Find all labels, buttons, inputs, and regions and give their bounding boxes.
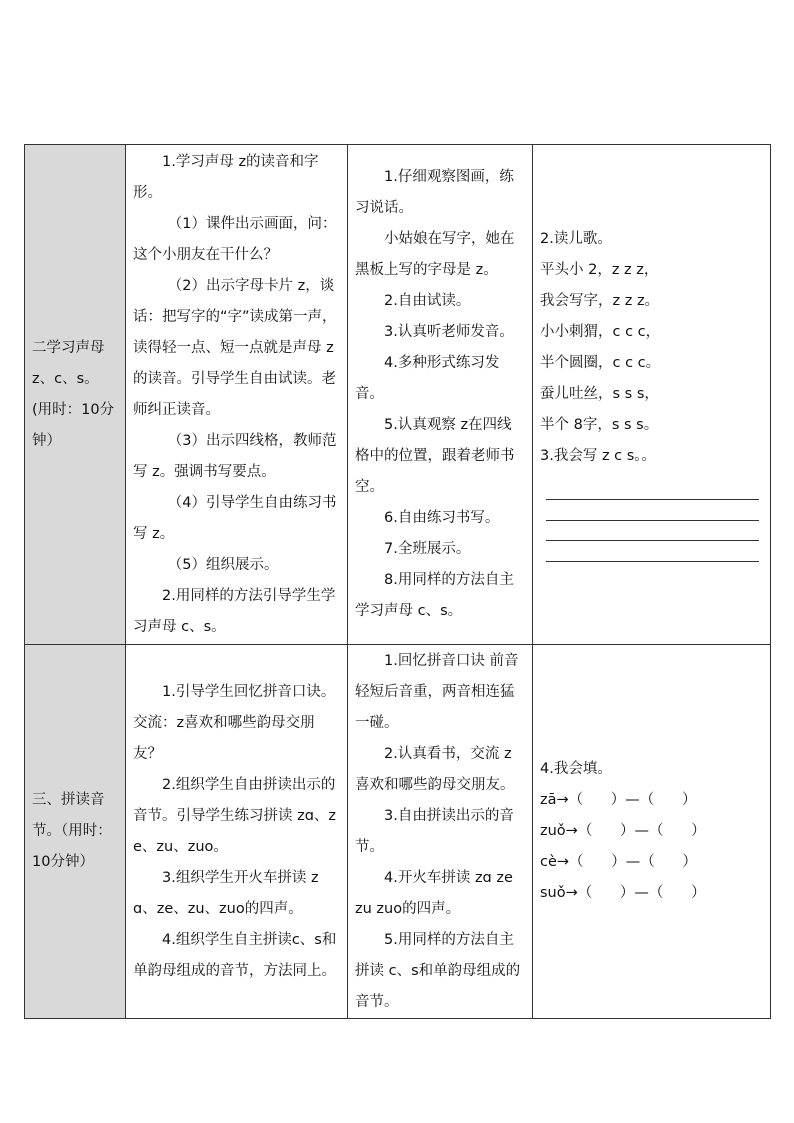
- teacher-step: 2.用同样的方法引导学生学习声母 c、s。: [133, 587, 336, 635]
- teacher-step: 1.学习声母 z的读音和字形。: [133, 153, 319, 201]
- teacher-step: （1）课件出示画面，问：这个小朋友在干什么？: [133, 215, 337, 263]
- student-step: 5.认真观察 z在四线格中的位置，跟着老师书空。: [355, 417, 515, 495]
- student-step: 3.认真听老师发音。: [384, 324, 514, 340]
- fill-blank-row: zā→（ ）—（ ）: [540, 792, 697, 808]
- teacher-step: 4.组织学生自主拼读c、s和单韵母组成的音节，方法同上。: [133, 931, 337, 979]
- teacher-step: （5）组织展示。: [167, 556, 279, 573]
- writing-line: [546, 500, 759, 521]
- writing-line: [546, 541, 759, 562]
- student-activity-cell: [348, 145, 533, 645]
- teacher-step: （4）引导学生自由练习书写 z。: [133, 494, 337, 542]
- table-row: [25, 645, 771, 1019]
- stage-label: 三、拼读音节。（用时：10分钟）: [32, 792, 112, 870]
- table-row: [25, 145, 771, 645]
- rhyme-line: 平头小 2，z z z，: [540, 261, 659, 278]
- rhyme-line: 半个 8字，s s s。: [540, 416, 659, 433]
- student-step: 7.全班展示。: [384, 541, 471, 557]
- student-step: 5.用同样的方法自主拼读 c、s和单韵母组成的音节。: [355, 931, 521, 1010]
- writing-line: [546, 480, 759, 501]
- rhyme-line: 半个圆圈，c c c。: [540, 354, 661, 371]
- writing-line: [546, 521, 759, 542]
- teacher-step: （3）出示四线格，教师范写 z。强调书写要点。: [133, 432, 337, 480]
- student-activity-cell: [348, 645, 533, 1019]
- practice-heading: 4.我会填。: [540, 761, 612, 777]
- student-step: 1.仔细观察图画，练习说话。: [355, 169, 514, 216]
- student-step: 4.开火车拼读 zɑ ze zu zuo的四声。: [355, 869, 513, 917]
- fill-blank-row: zuǒ→（ ）—（ ）: [540, 823, 706, 839]
- student-step: 小姑娘在写字，她在黑板上写的字母是 z。: [355, 231, 515, 278]
- writing-lines: [546, 480, 759, 562]
- student-step: 1.回忆拼音口诀 前音轻短后音重，两音相连猛一碰。: [355, 652, 519, 731]
- student-step: 2.自由试读。: [384, 293, 471, 309]
- student-step: 3.自由拼读出示的音节。: [355, 807, 514, 855]
- rhyme-line: 小小刺猬，c c c，: [540, 323, 661, 340]
- teacher-step: 1.引导学生回忆拼音口诀。交流：z喜欢和哪些韵母交朋友？: [133, 683, 336, 762]
- fill-blank-row: suǒ→（ ）—（ ）: [540, 885, 706, 901]
- lesson-plan-table: [24, 144, 771, 1019]
- practice-cell: [533, 145, 771, 645]
- fill-blank-row: cè→（ ）—（ ）: [540, 854, 697, 870]
- practice-heading: 2.读儿歌。: [540, 230, 612, 247]
- student-step: 6.自由练习书写。: [384, 510, 500, 526]
- student-step: 2.认真看书，交流 z喜欢和哪些韵母交朋友。: [355, 745, 515, 793]
- rhyme-line: 蚕儿吐丝，s s s，: [540, 385, 659, 402]
- teacher-step: （2）出示字母卡片 z，谈话：把写字的“字”读成第一声，读得轻一点、短一点就是声母 z的读音。引导学生自由试读。老师纠正读音。: [133, 277, 337, 418]
- stage-label: 二学习声母z、c、s。(用时：10分钟）: [32, 339, 115, 449]
- student-step: 4.多种形式练习发音。: [355, 355, 500, 402]
- practice-cell: [533, 645, 771, 1019]
- student-step: 8.用同样的方法自主学习声母 c、s。: [355, 572, 514, 619]
- teacher-step: 3.组织学生开火车拼读 zɑ、ze、zu、zuo的四声。: [133, 869, 319, 917]
- writing-task: 3.我会写 z c s。。: [540, 447, 657, 464]
- stage-cell: [25, 645, 126, 1019]
- teacher-step: 2.组织学生自由拼读出示的音节。引导学生练习拼读 zɑ、ze、zu、zuo。: [133, 776, 337, 855]
- rhyme-line: 我会写字，z z z。: [540, 292, 660, 309]
- teacher-activity-cell: [126, 145, 348, 645]
- teacher-activity-cell: [126, 645, 348, 1019]
- stage-cell: [25, 145, 126, 645]
